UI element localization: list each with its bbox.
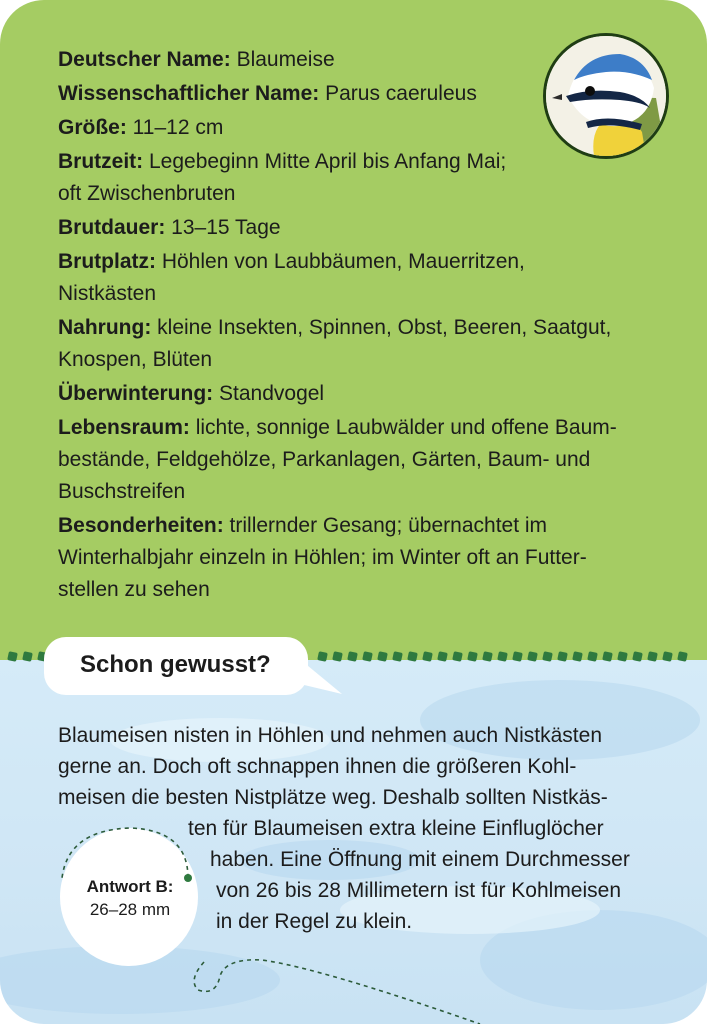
answer-label: Antwort B:: [86, 877, 174, 896]
fact-wintering: Überwinterung: Standvogel: [58, 382, 325, 405]
fact-food: Nahrung: kleine Insekten, Spinnen, Obst, Beeren, Saatgut, Knospen, Blüten: [58, 316, 612, 371]
fact-habitat: Lebensraum: lichte, sonnige Laubwälder und offene Baum- bestände, Feldgehölze, Parkanlagen, Gärten, Baum- und Buschstreifen: [58, 416, 617, 503]
fact-special-features: Besonderheiten: trillernder Gesang; übernachtet im Winterhalbjahr einzeln in Höhlen; im Winter oft an Futter- stellen zu sehen: [58, 514, 587, 601]
fact-german-name: Deutscher Name: Blaumeise: [58, 48, 335, 71]
fact-breeding-duration: Brutdauer: 13–15 Tage: [58, 216, 281, 239]
info-line: meisen die besten Nistplätze weg. Deshalb sollten Nistkäs-: [58, 786, 608, 809]
info-line: haben. Eine Öffnung mit einem Durchmesser: [210, 848, 630, 871]
did-you-know-title: Schon gewusst?: [80, 651, 271, 678]
fact-size: Größe: 11–12 cm: [58, 116, 224, 139]
answer-value: 26–28 mm: [89, 900, 171, 919]
info-line: Blaumeisen nisten in Höhlen und nehmen auch Nistkästen: [58, 724, 603, 747]
info-line: in der Regel zu klein.: [216, 910, 413, 933]
fact-scientific-name: Wissenschaftlicher Name: Parus caeruleus: [58, 82, 477, 105]
fact-breeding-time: Brutzeit: Legebeginn Mitte April bis Anfang Mai; oft Zwischenbruten: [58, 150, 507, 205]
fact-breeding-site: Brutplatz: Höhlen von Laubbäumen, Mauerritzen, Nistkästen: [58, 250, 525, 305]
info-line: gerne an. Doch oft schnappen ihnen die größeren Kohl-: [58, 755, 577, 778]
info-line: von 26 bis 28 Millimetern ist für Kohlmeisen: [216, 879, 622, 902]
info-line: ten für Blaumeisen extra kleine Einfluglöcher: [188, 817, 604, 840]
